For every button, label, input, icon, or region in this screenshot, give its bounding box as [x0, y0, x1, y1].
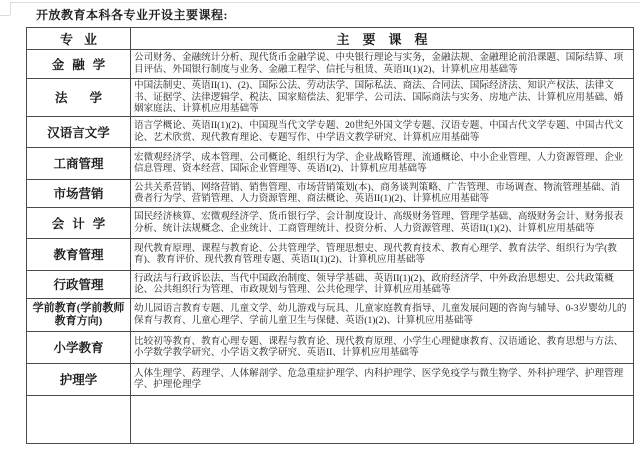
major-cell — [27, 179, 131, 207]
major-cell — [27, 395, 131, 443]
major-cell — [27, 238, 131, 270]
major-label: 教育管理 — [53, 248, 104, 263]
major-cell — [27, 116, 131, 147]
major-cell — [27, 270, 131, 298]
courses-cell: 公司财务、金融统计分析、现代货币金融学说、中央银行理论与实务，金融法规、金融理论前沿课题、国际结算、项目评估、外国银行制度与业务、金融工程学、信托与租赁、英语II(1)(2)、计算机应用基础等 — [131, 50, 634, 79]
column-header-courses — [131, 28, 634, 50]
page-title: 开放教育本科各专业开设主要课程: — [36, 8, 228, 22]
table-row-business-admin — [27, 147, 634, 179]
major-cell — [27, 331, 131, 363]
table-row-public-administration — [27, 270, 634, 298]
column-header-major — [27, 28, 131, 50]
major-label: 法学 — [54, 91, 124, 106]
courses-cell — [131, 395, 634, 443]
courses-cell: 人体生理学、药理学、人体解剖学、危急重症护理学、内科护理学、医学免疫学与微生物学、外科护理学、护理管理学、护理伦理学 — [131, 363, 634, 395]
table-row-empty — [27, 395, 634, 443]
courses-cell: 比较初等教育、教育心理专题、课程与教育论、现代教育原理、小学生心理健康教育、汉语通论、教育思想与方法、小学数学教学研究、小学语文教学研究、英语II、计算机应用基础等 — [131, 331, 634, 363]
table-header-row — [27, 28, 634, 50]
major-cell — [27, 50, 131, 79]
major-label: 护理学 — [59, 373, 98, 388]
courses-cell: 行政法与行政诉讼法、当代中国政治制度、领导学基础、英语II(1)(2)、政府经济学、中外政治思想史、公共政策概论、公共组织行为管理、市政规划与管理、公共伦理学、计算机应用基础等 — [131, 270, 634, 298]
major-label: 行政管理 — [53, 278, 104, 293]
major-label: 学前教育(学前教师教育方向) — [32, 301, 125, 327]
courses-cell: 国民经济核算、宏微观经济学、货币银行学、会计制度设计、高级财务管理、管理学基础、高级财务会计、财务报表分析、统计法规概念、企业统计、工商管理统计、投资分析、人力资源管理、英语II(1)(2)、计算机应用基础等 — [131, 207, 634, 238]
major-cell — [27, 298, 131, 331]
table-row-preschool-education — [27, 298, 634, 331]
major-label: 金融学 — [51, 58, 114, 72]
major-cell — [27, 363, 131, 395]
page-edge-artifact-left — [0, 15, 10, 16]
table-row-chinese-literature — [27, 116, 634, 147]
major-label: 小学教育 — [53, 341, 104, 356]
courses-cell: 现代教育原理、课程与教育论、公共管理学、管理思想史、现代教育技术、教育心理学、教育法学、组织行为学(教育)、教育评价、现代教育管理专题、英语II(1)(2)、计算机应用基础等 — [131, 238, 634, 270]
major-cell — [27, 147, 131, 179]
major-label: 会计学 — [51, 216, 114, 231]
table-row-law — [27, 79, 634, 117]
courses-cell: 幼儿园语言教育专题、儿童文学、幼儿游戏与玩具、儿童家庭教育指导、儿童发展问题的咨询与辅导、0-3岁婴幼儿的保育与教育、儿童心理学、学前儿童卫生与保健、英语(1)(2)、计算机应用基础等 — [131, 298, 634, 331]
column-header-courses-label: 主要课程 — [336, 32, 441, 47]
column-header-major-label: 专业 — [59, 32, 108, 47]
courses-cell: 宏微观经济学、成本管理、公司概论、组织行为学、企业战略管理、流通概论、中小企业管理、人力资源管理、企业信息管理、资本经营、国际企业管理等、英语I(2)、计算机应用基础等 — [131, 147, 634, 179]
major-label: 市场营销 — [53, 187, 104, 202]
major-label: 工商管理 — [53, 157, 104, 172]
courses-cell: 语言学概论、英语II(1)(2)、中国现当代文学专题、20世纪外国文学专题、汉语专题、中国古代文学专题、中国古代文论、艺术欣赏、现代教育理论、专题写作、中学语文教学研究、计算机应用基础等 — [131, 116, 634, 147]
courses-cell: 公共关系营销、网络营销、销售管理、市场营销策划(本)、商务谈判策略、广告管理、市场调查、物流管理基础、消费者行为学、营销管理、人力资源管理、商法概论、英语II(1)(2)、计算机应用基础等 — [131, 179, 634, 207]
major-label: 汉语言文学 — [47, 125, 110, 140]
table-row-accounting — [27, 207, 634, 238]
major-cell — [27, 207, 131, 238]
page-edge-artifact-top — [10, 2, 640, 3]
table-row-finance — [27, 50, 634, 79]
page-edge-artifact-corner — [10, 2, 11, 15]
course-table — [26, 27, 634, 444]
table-row-marketing — [27, 179, 634, 207]
table-row-primary-education — [27, 331, 634, 363]
major-cell — [27, 79, 131, 117]
table-row-nursing — [27, 363, 634, 395]
table-row-education-management — [27, 238, 634, 270]
courses-cell: 中国法制史、英语II(1)、(2)、国际公法、劳动法学、国际私法、商法、合同法、国际经济法、知识产权法、法律文书、证据学、法律逻辑学、税法、国家赔偿法、犯罪学、公司法、国际商法与实务、房地产法、计算机应用基础、婚姻家庭法、计算机应用基础等 — [131, 79, 634, 117]
